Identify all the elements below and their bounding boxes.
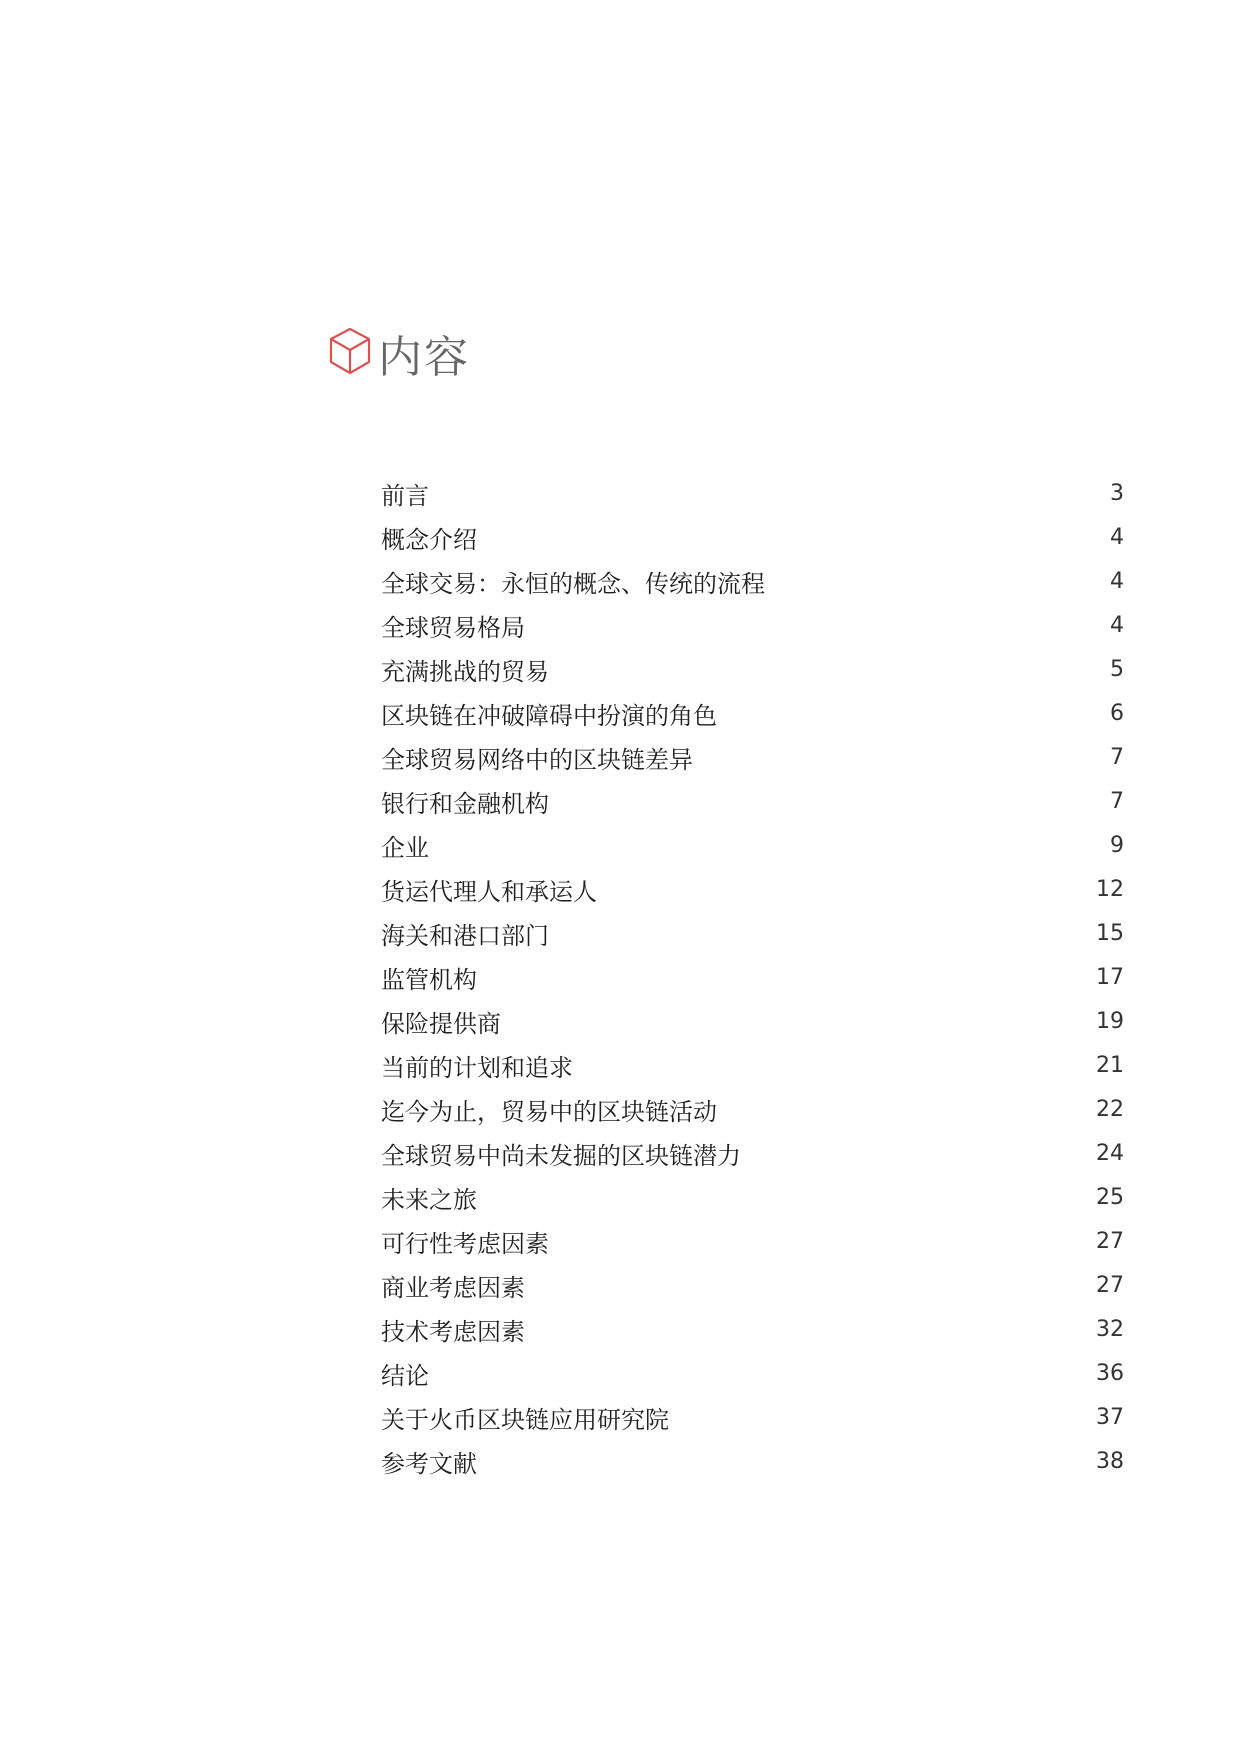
toc-entry-page-number: 22 [1096, 1096, 1124, 1122]
toc-entry-page-number: 27 [1096, 1272, 1124, 1298]
toc-entry-title: 关于火币区块链应用研究院 [381, 1405, 669, 1434]
toc-entry[interactable] [381, 471, 1124, 515]
toc-entry[interactable] [381, 1175, 1124, 1219]
toc-entry-title: 监管机构 [381, 965, 477, 994]
toc-entry[interactable] [381, 1395, 1124, 1439]
toc-entry[interactable] [381, 735, 1124, 779]
toc-entry-page-number: 36 [1096, 1360, 1124, 1386]
toc-entry[interactable] [381, 1219, 1124, 1263]
toc-entry[interactable] [381, 955, 1124, 999]
toc-entry[interactable] [381, 1263, 1124, 1307]
cube-icon [328, 326, 372, 376]
toc-entry-page-number: 4 [1110, 568, 1124, 594]
toc-entry-page-number: 21 [1096, 1052, 1124, 1078]
toc-entry[interactable] [381, 1087, 1124, 1131]
toc-entry-title: 概念介绍 [381, 525, 477, 554]
toc-entry[interactable] [381, 559, 1124, 603]
toc-entry[interactable] [381, 911, 1124, 955]
toc-entry-title: 前言 [381, 481, 429, 510]
toc-entry-title: 海关和港口部门 [381, 921, 549, 950]
toc-entry-title: 当前的计划和追求 [381, 1053, 573, 1082]
toc-entry[interactable] [381, 647, 1124, 691]
toc-entry-title: 保险提供商 [381, 1009, 501, 1038]
toc-entry[interactable] [381, 515, 1124, 559]
toc-entry-title: 全球贸易网络中的区块链差异 [381, 745, 693, 774]
toc-entry-page-number: 9 [1110, 832, 1124, 858]
toc-entry-page-number: 32 [1096, 1316, 1124, 1342]
toc-entry-title: 全球贸易中尚未发掘的区块链潜力 [381, 1141, 741, 1170]
toc-entry-title: 迄今为止，贸易中的区块链活动 [381, 1097, 717, 1126]
toc-entry-page-number: 15 [1096, 920, 1124, 946]
toc-entry-title: 未来之旅 [381, 1185, 477, 1214]
toc-entry-page-number: 7 [1110, 744, 1124, 770]
toc-entry-title: 全球贸易格局 [381, 613, 525, 642]
toc-entry[interactable] [381, 1439, 1124, 1483]
toc-entry[interactable] [381, 691, 1124, 735]
toc-entry[interactable] [381, 867, 1124, 911]
toc-entry[interactable] [381, 999, 1124, 1043]
toc-entry-page-number: 4 [1110, 612, 1124, 638]
toc-entry-page-number: 24 [1096, 1140, 1124, 1166]
toc-entry-page-number: 25 [1096, 1184, 1124, 1210]
page-title: 内容 [378, 332, 470, 383]
toc-entry[interactable] [381, 823, 1124, 867]
toc-entry-title: 技术考虑因素 [381, 1317, 525, 1346]
toc-entry-page-number: 19 [1096, 1008, 1124, 1034]
toc-entry-page-number: 3 [1110, 480, 1124, 506]
toc-entry-page-number: 5 [1110, 656, 1124, 682]
toc-entry[interactable] [381, 1043, 1124, 1087]
toc-entry-title: 全球交易：永恒的概念、传统的流程 [381, 569, 765, 598]
toc-entry[interactable] [381, 1131, 1124, 1175]
toc-entry-page-number: 38 [1096, 1448, 1124, 1474]
toc-entry-page-number: 27 [1096, 1228, 1124, 1254]
toc-entry-title: 货运代理人和承运人 [381, 877, 597, 906]
toc-entry-title: 结论 [381, 1361, 429, 1390]
toc-entry[interactable] [381, 779, 1124, 823]
toc-entry-page-number: 12 [1096, 876, 1124, 902]
toc-entry-title: 参考文献 [381, 1449, 477, 1478]
toc-entry-title: 可行性考虑因素 [381, 1229, 549, 1258]
toc-entry-page-number: 37 [1096, 1404, 1124, 1430]
toc-entry-title: 充满挑战的贸易 [381, 657, 549, 686]
toc-entry[interactable] [381, 603, 1124, 647]
toc-entry[interactable] [381, 1351, 1124, 1395]
table-of-contents [381, 471, 1124, 1483]
toc-entry-page-number: 4 [1110, 524, 1124, 550]
toc-entry-page-number: 7 [1110, 788, 1124, 814]
toc-entry-title: 银行和金融机构 [381, 789, 549, 818]
toc-entry-title: 商业考虑因素 [381, 1273, 525, 1302]
toc-entry-title: 区块链在冲破障碍中扮演的角色 [381, 701, 717, 730]
toc-entry-title: 企业 [381, 833, 429, 862]
toc-entry-page-number: 6 [1110, 700, 1124, 726]
toc-header [328, 328, 470, 388]
toc-entry[interactable] [381, 1307, 1124, 1351]
toc-entry-page-number: 17 [1096, 964, 1124, 990]
